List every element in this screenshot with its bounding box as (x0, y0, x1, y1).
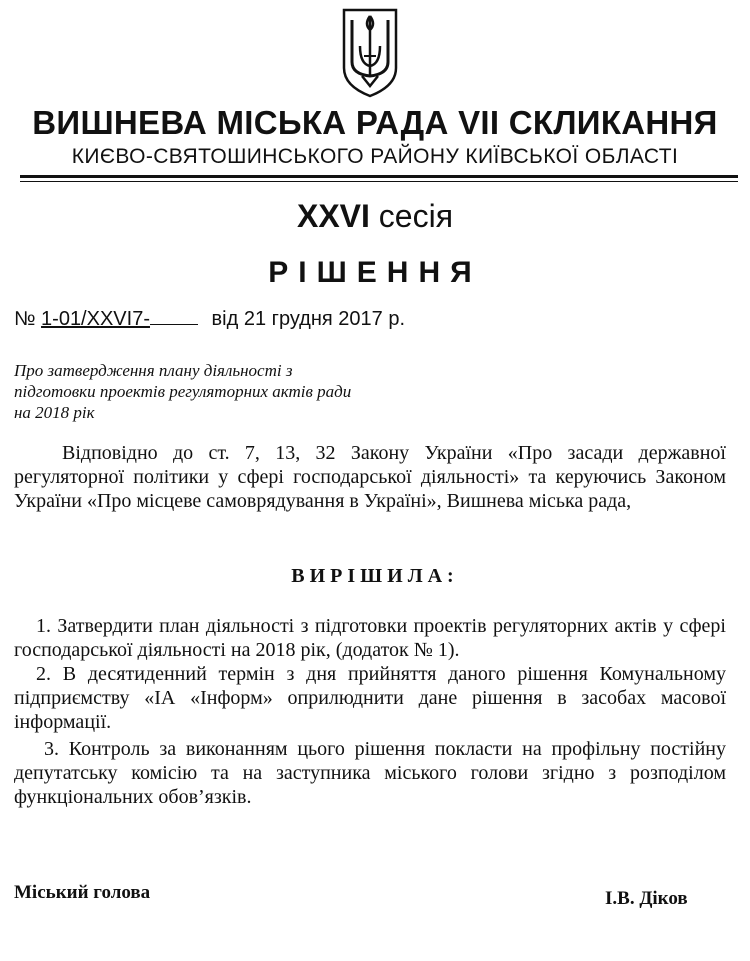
session-word: сесія (378, 198, 454, 234)
header-divider-thick (20, 175, 738, 178)
decision-number: 1-01/XXVI7- (41, 308, 150, 330)
preamble-paragraph: Відповідно до ст. 7, 13, 32 Закону України «Про засади державної регуляторної політики у сфері господарської діяльності» та керуючись Законом України «Про місцеве самоврядування в Україні», Вишнева міська рада, (14, 442, 726, 512)
header-divider-thin (20, 181, 738, 182)
decision-date: від 21 грудня 2017 р. (211, 308, 406, 330)
session-title (0, 198, 750, 235)
signature-role: Міський голова (14, 882, 151, 903)
council-subtitle: КИЄВО-СВЯТОШИНСЬКОГО РАЙОНУ КИЇВСЬКОЇ ОБЛАСТІ (71, 145, 679, 168)
decision-heading: РІШЕННЯ (268, 256, 482, 289)
resolution-item: 2. В десятиденний термін з дня прийняття даного рішення Комунальному підприємству «ІА «Інформ» оприлюднити дане рішення в засобах масової інформації. (14, 663, 726, 733)
number-prefix: № (14, 308, 36, 330)
number-blank-line (150, 310, 198, 325)
decision-number-line (14, 308, 405, 331)
council-title: ВИШНЕВА МІСЬКА РАДА VII СКЛИКАННЯ (32, 104, 718, 141)
resolved-heading: ВИРІШИЛА: (291, 565, 459, 587)
trident-emblem-icon (340, 6, 400, 98)
resolution-item: 3. Контроль за виконанням цього рішення покласти на профільну постійну депутатську комісію та на заступника міського голови згідно з розподілом функціональних обов’язків. (14, 738, 726, 808)
session-number: XXVI (296, 198, 370, 234)
signature-name: І.В. Діков (605, 888, 688, 909)
decision-subject: Про затвердження плану діяльності з підготовки проектів регуляторних актів ради на 2018 рік (14, 361, 352, 422)
resolution-item: 1. Затвердити план діяльності з підготовки проектів регуляторних актів у сфері господарської діяльності на 2018 рік, (додаток № 1). (14, 615, 726, 661)
